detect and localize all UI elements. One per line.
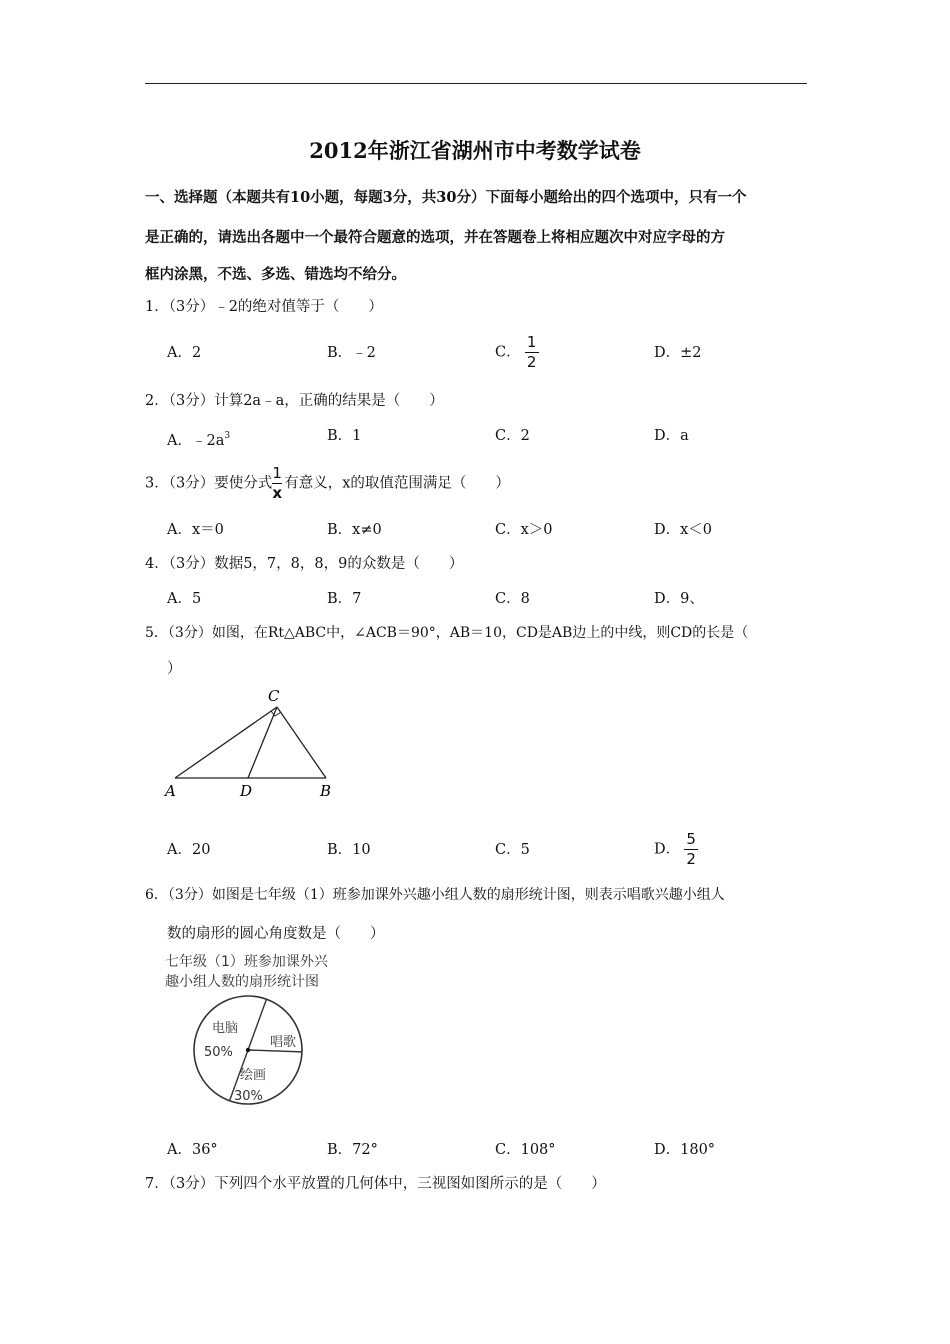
q5-option-b: B．10: [327, 842, 371, 858]
q1-option-c: [495, 334, 539, 371]
page-title: 2012年浙江省湖州市中考数学试卷: [309, 138, 641, 163]
q6-option-c: C．108°: [495, 1142, 556, 1158]
q4-option-c: C．8: [495, 591, 530, 607]
q3-text-post: 有意义，x的取值范围满足（ ）: [284, 475, 510, 492]
q4-option-d: D．9、: [654, 591, 704, 607]
q2-option-c: C．2: [495, 428, 530, 444]
header-rule: [145, 83, 807, 84]
q3-option-b: B．x≠0: [327, 522, 382, 538]
superscript: 3: [224, 431, 231, 441]
pie-chart: [180, 994, 320, 1114]
question-5-line1: 5．（3分）如图，在Rt△ABC中，∠ACB＝90°，AB＝10，CD是AB边上的中线，则CD的长是（: [145, 625, 749, 641]
chart-title-line1: 七年级（1）班参加课外兴: [165, 954, 328, 970]
label-c: C: [268, 687, 280, 705]
q6-option-a: A．36°: [167, 1142, 218, 1158]
fraction-denominator: 2: [526, 353, 537, 371]
q3-option-c: C．x＞0: [495, 522, 553, 538]
slice-percent-painting: 30%: [234, 1089, 263, 1104]
q6-option-b: B．72°: [327, 1142, 378, 1158]
section-instructions-line1: 一、选择题（本题共有10小题，每题3分，共30分）下面每小题给出的四个选项中，只有一个: [145, 189, 747, 206]
question-6-line1: 6．（3分）如图是七年级（1）班参加课外兴趣小组人数的扇形统计图，则表示唱歌兴趣小组人: [145, 887, 725, 903]
question-5-line2: ）: [167, 661, 182, 677]
q3-option-a: A．x＝0: [167, 522, 224, 538]
fraction-numerator: 1: [272, 464, 282, 482]
segment-bc: [277, 707, 326, 778]
pie-slice-boundary: [248, 999, 266, 1050]
slice-percent-computer: 50%: [204, 1045, 233, 1060]
triangle-figure: [160, 685, 340, 805]
q3-text-pre: 3．（3分）要使分式: [145, 475, 273, 492]
fraction-numerator: 5: [686, 830, 696, 848]
q2-option-a: [167, 426, 230, 451]
label-b: B: [320, 782, 332, 800]
fraction-denominator: x: [272, 484, 283, 502]
section-instructions-line2: 是正确的，请选出各题中一个最符合题意的选项，并在答题卷上将相应题次中对应字母的方: [145, 229, 725, 246]
question-2: 2．（3分）计算2a﹣a，正确的结果是（ ）: [145, 393, 444, 409]
pie-slice-boundary: [248, 1050, 302, 1052]
section-instructions-line3: 框内涂黑，不选、多选、错选均不给分。: [145, 266, 406, 283]
q3-option-d: D．x＜0: [654, 522, 713, 538]
fraction-numerator: 1: [526, 333, 537, 351]
question-7: 7．（3分）下列四个水平放置的几何体中，三视图如图所示的是（ ）: [145, 1176, 606, 1192]
chart-title-line2: 趣小组人数的扇形统计图: [165, 974, 319, 990]
slice-label-singing: 唱歌: [270, 1035, 297, 1050]
q5-option-a: A．20: [167, 842, 211, 858]
pie-center: [246, 1048, 250, 1052]
q6-option-d: D．180°: [654, 1142, 716, 1158]
segment-ac: [175, 707, 277, 778]
q1-option-d: D．±2: [654, 345, 702, 361]
q1-option-c-prefix: C．: [495, 344, 521, 361]
fraction: [684, 831, 698, 868]
question-4: 4．（3分）数据5，7，8，8，9的众数是（ ）: [145, 556, 464, 572]
q5-option-c: C．5: [495, 842, 530, 858]
q2-option-b: B．1: [327, 428, 362, 444]
label-d: D: [240, 782, 253, 800]
q2-option-d: D．a: [654, 428, 689, 444]
q5-option-d-prefix: D．: [654, 841, 681, 858]
q4-option-b: B．7: [327, 591, 362, 607]
question-3: [145, 465, 510, 502]
fraction: [272, 465, 282, 502]
question-1: 1．（3分）﹣2的绝对值等于（ ）: [145, 299, 383, 315]
q5-option-d: [654, 831, 698, 868]
q4-option-a: A．5: [167, 591, 202, 607]
q1-option-b: B．﹣2: [327, 345, 376, 361]
fraction-denominator: 2: [686, 850, 696, 868]
q2-option-a-text: A．﹣2a: [167, 433, 225, 449]
label-a: A: [165, 782, 176, 800]
slice-label-computer: 电脑: [212, 1021, 239, 1036]
fraction: [525, 334, 539, 371]
question-6-line2: 数的扇形的圆心角度数是（ ）: [167, 926, 385, 942]
slice-label-painting: 绘画: [240, 1068, 267, 1083]
q1-option-a: A．2: [167, 345, 202, 361]
